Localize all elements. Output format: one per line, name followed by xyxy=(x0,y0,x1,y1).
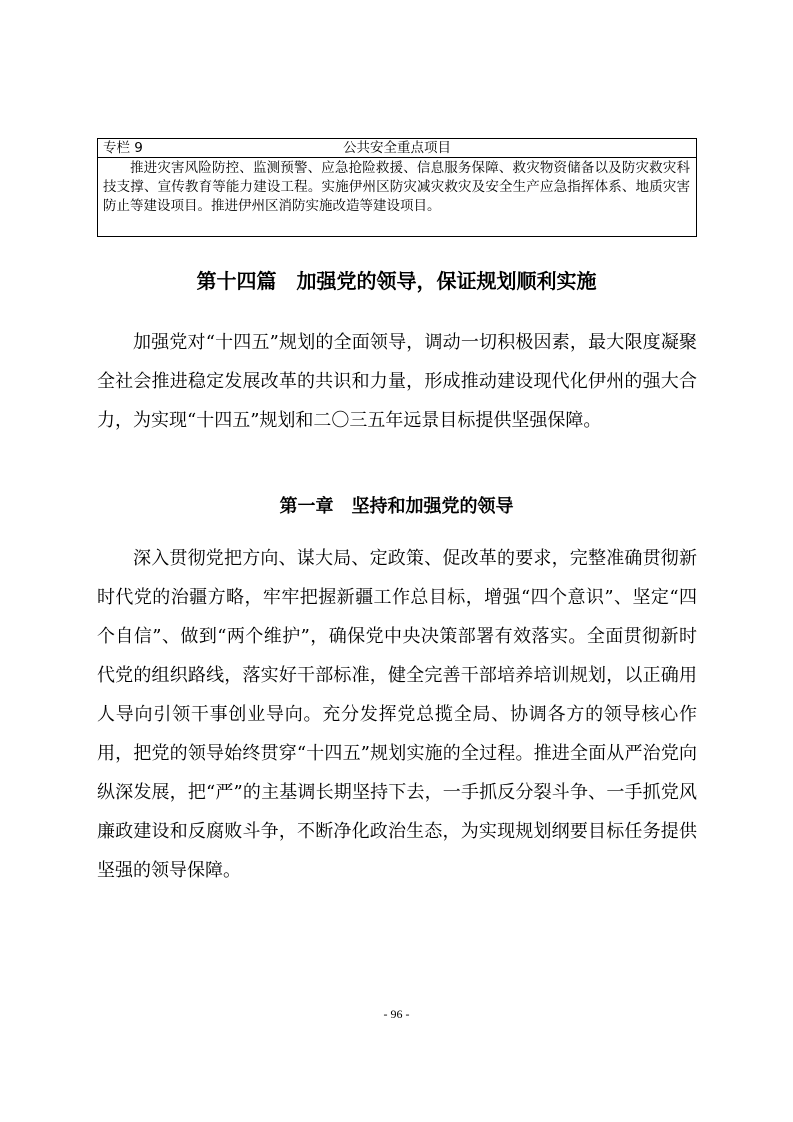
part-title: 第十四篇 加强党的领导，保证规划顺利实施 xyxy=(196,269,597,293)
page-number: - 96 - xyxy=(383,1007,410,1021)
sidebar-box-label: 专栏 9 xyxy=(103,140,143,156)
sidebar-box-body: 推进灾害风险防控、监测预警、应急抢险救援、信息服务保障、救灾物资储备以及防灾救灾科技支撑、宣传教育等能力建设工程。实施伊州区防灾减灾救灾及安全生产应急指挥体系、地质灾害防止等建设项目。推进伊州区消防实施改造等建设项目。 xyxy=(103,160,690,214)
part-intro-paragraph: 加强党对“十四五”规划的全面领导，调动一切积极因素，最大限度凝聚全社会推进稳定发展改革的共识和力量，形成推动建设现代化伊州的强大合力，为实现“十四五”规划和二〇三五年远景目标提供坚强保障。 xyxy=(97,332,697,431)
sidebar-box-title: 公共安全重点项目 xyxy=(343,140,451,156)
chapter-body-paragraph: 深入贯彻党把方向、谋大局、定政策、促改革的要求，完整准确贯彻新时代党的治疆方略，牢牢把握新疆工作总目标，增强“四个意识”、坚定“四个自信”、做到“两个维护”，确保党中央决策部署有效落实。全面贯彻新时代党的组织路线，落实好干部标准，健全完善干部培养培训规划，以正确用人导向引领干事创业导向。充分发挥党总揽全局、协调各方的领导核心作用，把党的领导始终贯穿“十四五”规划实施的全过程。推进全面从严治党向纵深发展，把“严”的主基调长期坚持下去，一手抓反分裂斗争、一手抓党风廉政建设和反腐败斗争，不断净化政治生态，为实现规划纲要目标任务提供坚强的领导保障。 xyxy=(97,548,697,881)
sidebar-box-header xyxy=(98,139,696,158)
sidebar-box xyxy=(97,138,697,237)
chapter-title: 第一章 坚持和加强党的领导 xyxy=(279,496,514,517)
